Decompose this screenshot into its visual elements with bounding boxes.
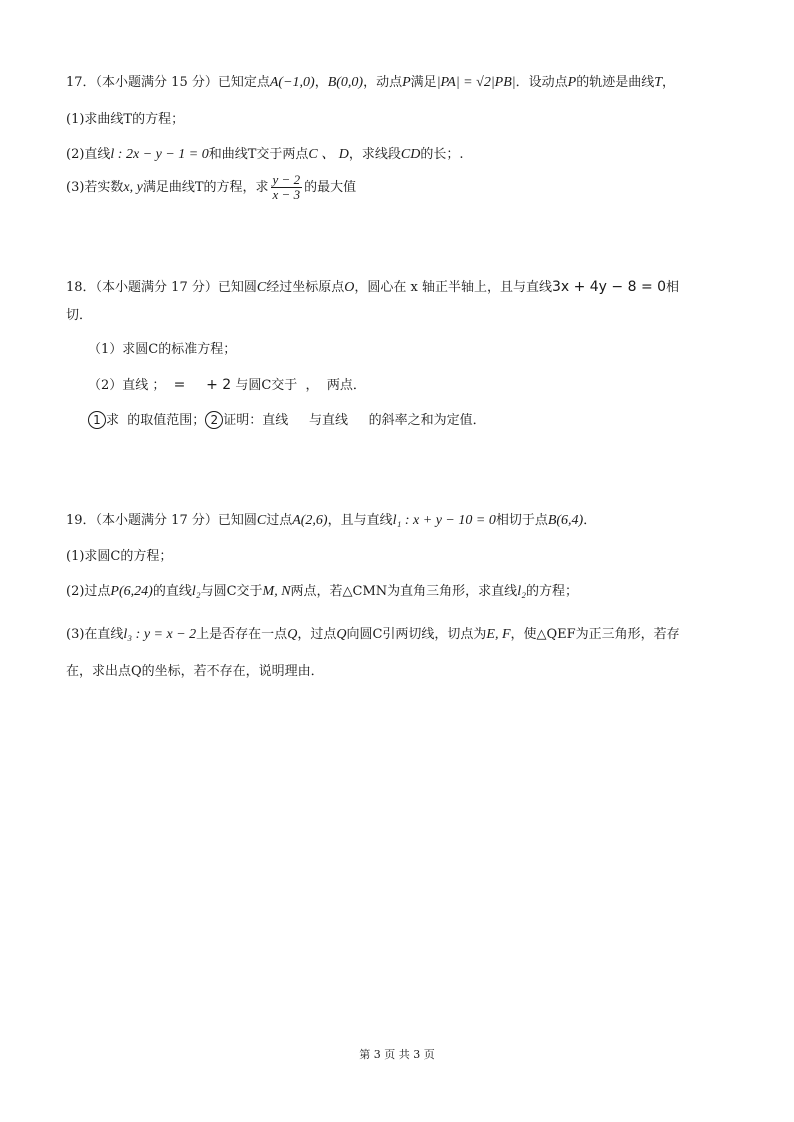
- fraction: $\frac{y - 2}{x - 3}$: [272, 172, 301, 202]
- page-footer: 第 3 页 共 3 页: [359, 1048, 435, 1061]
- q19-part3: (3)在直线l₃ : y = x − 2上是否存在一点Q，过点Q向圆C引两切线，切点为E, F，使△QEF为正三角形，若存: [66, 627, 680, 642]
- q19-part1: (1)求圆C的方程；: [66, 549, 173, 564]
- circled-one-marker: 1: [88, 411, 106, 429]
- q17-stem: 17．（本小题满分 15 分）已知定点A(−1,0)，B(0,0)，动点P满足|PA| = √2|PB|．设动点P的轨迹是曲线T，: [66, 75, 676, 90]
- distance-condition: |PA| = √2|PB|: [436, 75, 516, 90]
- q17-part2: (2)直线l : 2x − y − 1 = 0和曲线T交于两点C 、 D，求线段CD的长；.: [66, 147, 464, 162]
- tangent-line: 3x + 4y − 8 = 0: [551, 279, 667, 295]
- q18-part2: （2）直线 ； = + 2 与圆C交于 ， 两点．: [88, 377, 366, 393]
- point-a: A(−1,0): [269, 75, 315, 90]
- q18-subparts: 1 求 的取值范围； 2 证明：直线 与直线 的斜率之和为定值．: [88, 411, 764, 431]
- q17-part1: (1)求曲线T的方程；: [66, 112, 185, 127]
- q18-stem-cont: 切．: [66, 308, 93, 323]
- q19-stem: 19．（本小题满分 17 分）已知圆C过点A(2,6)，且与直线l₁ : x + y − 10 = 0相切于点B(6,4)．: [66, 513, 597, 528]
- q19-part2: (2)过点P(6,24)的直线l₂与圆C交于M, N两点，若△CMN为直角三角形，求直线l₂的方程；: [66, 584, 578, 599]
- q18-part1: （1）求圆C的标准方程；: [88, 342, 237, 357]
- q18-stem: 18．（本小题满分 17 分）已知圆C经过坐标原点O，圆心在 x 轴正半轴上，且与直线3x + 4y − 8 = 0相: [66, 279, 680, 295]
- q19-part3-cont: 在，求出点Q的坐标，若不存在，说明理由．: [66, 664, 324, 679]
- point-b: B(0,0): [327, 75, 364, 90]
- circled-two-marker: 2: [205, 411, 223, 429]
- q17-part3: (3)若实数x, y满足曲线T的方程，求 $\frac{y - 2}{x - 3}$ 的最大值: [66, 172, 357, 202]
